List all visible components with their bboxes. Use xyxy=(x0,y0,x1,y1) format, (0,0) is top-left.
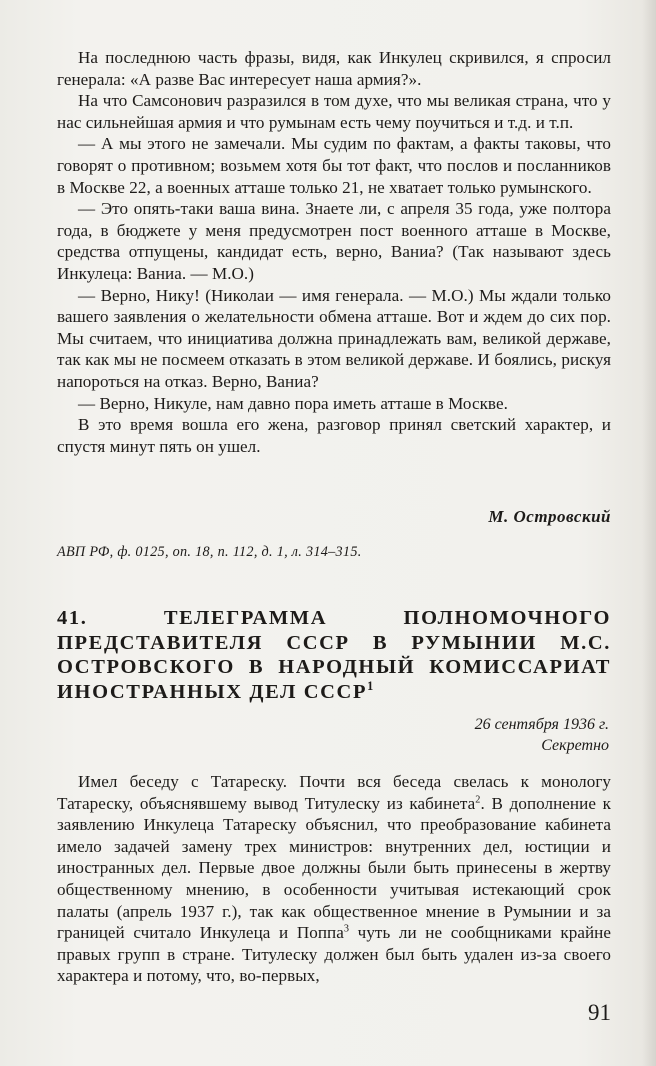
letter-paragraph-3: — А мы этого не замечали. Мы судим по фактам, а факты таковы, что говорят о противном; возьмем хотя бы тот факт, что послов и посланников в Москве 22, а военных атташе только 21, не хватает только румынского. xyxy=(57,134,611,197)
letter-text xyxy=(57,47,611,457)
document-date: 26 сентября 1936 г. xyxy=(474,716,609,733)
signature: М. Островский xyxy=(488,507,611,526)
telegram-text-part-1: Имел беседу с Татареску. Почти вся беседа свелась к монологу Татареску, объяснявшему вывод Титулеску из кабинета xyxy=(57,772,611,813)
telegram-paragraph xyxy=(57,771,611,987)
telegram-text xyxy=(57,771,611,987)
archive-reference: АВП РФ, ф. 0125, оп. 18, п. 112, д. 1, л. 314–315. xyxy=(57,544,362,560)
heading-footnote-mark: 1 xyxy=(367,678,375,693)
letter-paragraph-5: — Верно, Нику! (Николаи — имя генерала. — М.О.) Мы ждали только вашего заявления о желательности обмена атташе. Вот и ждем до сих пор. Мы считаем, что инициатива должна принадлежать вам, великой державе, так как мы не посмеем отказать в этом великой державе. И боялись, рискуя напороться на отказ. Верно, Ваниа? xyxy=(57,285,611,391)
page-edge-shadow xyxy=(642,0,656,1066)
letter-paragraph-4: — Это опять-таки ваша вина. Знаете ли, с апреля 35 года, уже полтора года, в бюджете у меня предусмотрен пост военного атташе в Москве, средства отпущены, кандидат есть, верно, Ваниа? (Так называют здесь Инкулеца: Ваниа. — М.О.) xyxy=(57,199,611,283)
letter-paragraph-1: На последнюю часть фразы, видя, как Инкулец скривился, я спросил генерала: «А разве Вас интересует наша армия?». xyxy=(57,48,611,89)
telegram-text-part-2: . В дополнение к заявлению Инкулеца Татареску объяснил, что преобразование кабинета имело задачей замену трех министров: внутренних дел, юстиции и иностранных дел. Первые двое должны были быть принесены в жертву общественному мнению, в особенности учитывая истекающий срок палаты (апрель 1937 г.), так как общественное мнение в Румынии и за границей считало Инкулеца и Поппа xyxy=(57,793,611,943)
footnote-mark-3: 3 xyxy=(343,923,350,935)
classification-label: Секретно xyxy=(541,737,609,754)
document-heading xyxy=(57,606,611,704)
letter-paragraph-6: — Верно, Никуле, нам давно пора иметь атташе в Москве. xyxy=(78,393,508,413)
letter-paragraph-2: На что Самсонович разразился в том духе, что мы великая страна, что у нас сильнейшая армия и что румынам есть чему поучиться и т.д. и т.п. xyxy=(57,91,611,132)
telegram-text-part-3: чуть ли не сообщниками крайне правых групп в стране. Титулеску должен был быть удален из-за своего характера и потому, что, во-первых, xyxy=(57,923,611,986)
letter-paragraph-7: В это время вошла его жена, разговор принял светский характер, и спустя минут пять он ушел. xyxy=(57,415,611,456)
page-number: 91 xyxy=(588,1000,611,1025)
footnote-mark-2: 2 xyxy=(475,793,481,805)
heading-text: 41. ТЕЛЕГРАММА ПОЛНОМОЧНОГО ПРЕДСТАВИТЕЛЯ СССР В РУМЫНИИ М.С. ОСТРОВСКОГО В НАРОДНЫЙ КОМИССАРИАТ ИНОСТРАННЫХ ДЕЛ СССР xyxy=(57,607,611,703)
